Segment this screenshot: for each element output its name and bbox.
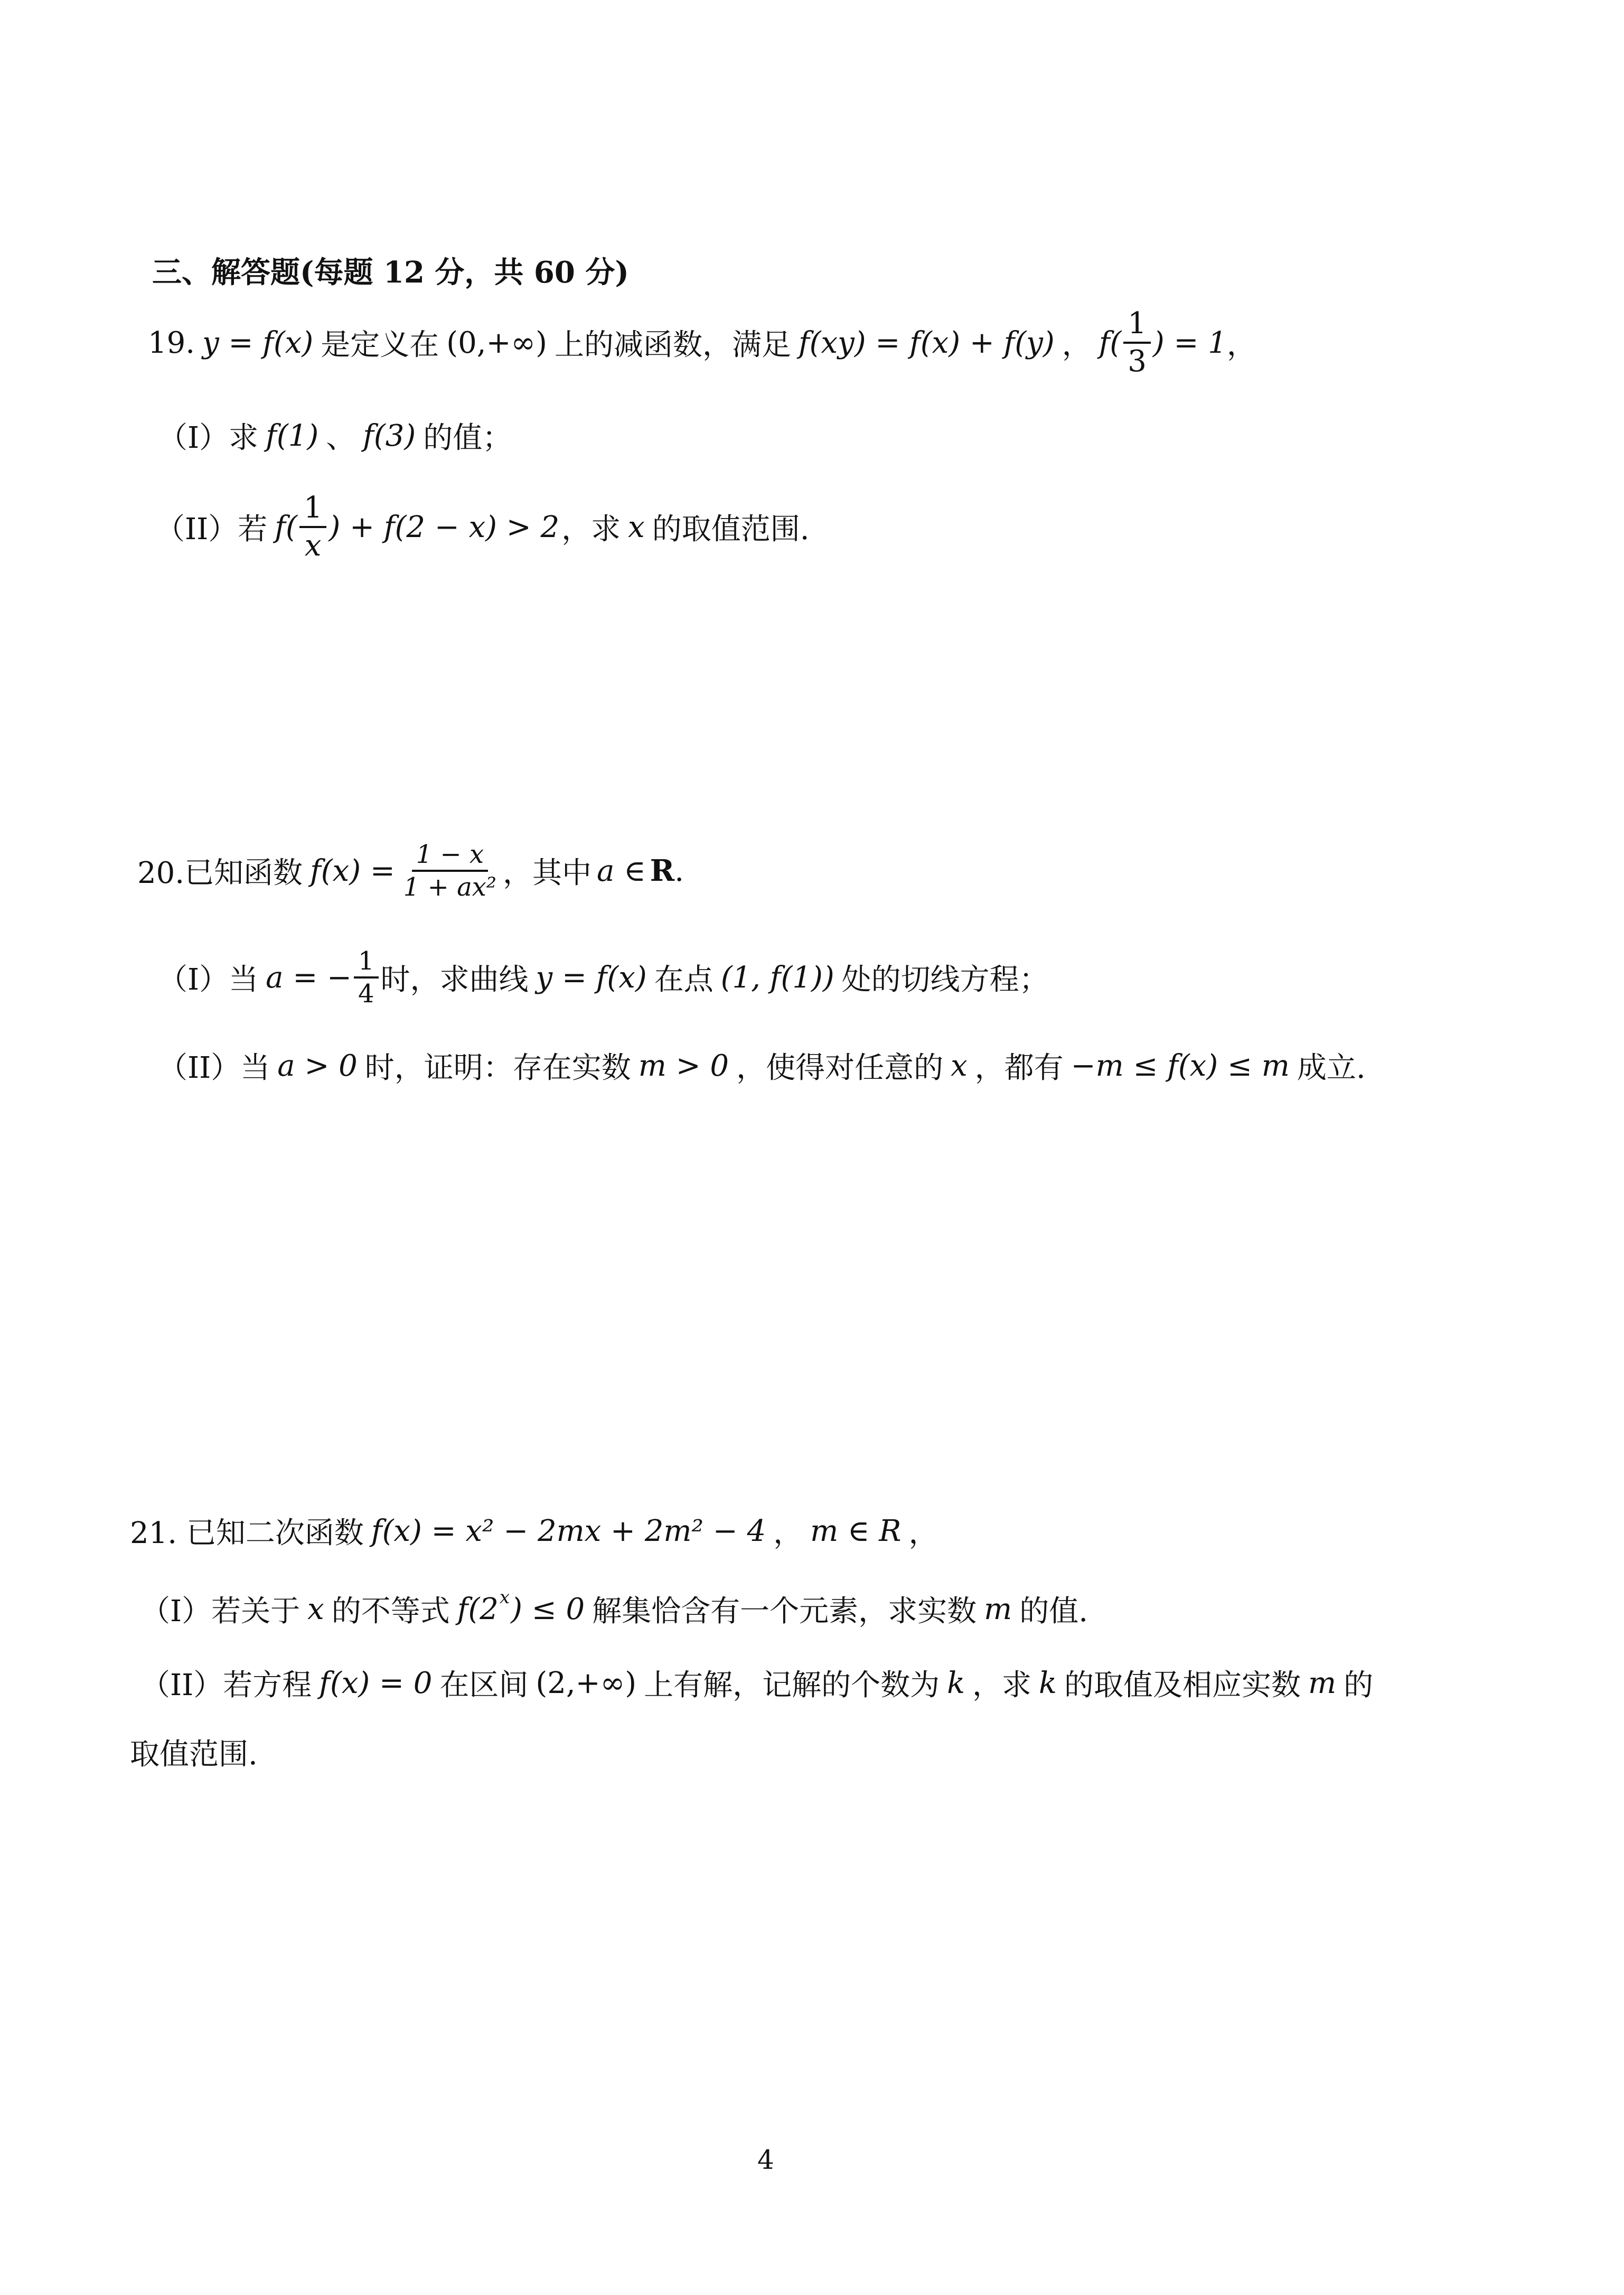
q21-part1-var: x [307, 1592, 324, 1626]
q21-part2-interval: (2,+∞) [536, 1666, 637, 1700]
q21-part2-text: 在区间 [439, 1668, 529, 1703]
fraction-denominator: 4 [358, 979, 374, 1009]
q20-part2-text: ，使得对任意的 [736, 1051, 944, 1085]
q19-part1-punct: 、 [326, 421, 356, 455]
q19-part2-math-f-open: f( [275, 510, 297, 544]
q19-part2-text: 的取值范围. [652, 512, 810, 547]
q21-part1-text: 的不等式 [331, 1594, 450, 1629]
q20-part2-inequality: −m ≤ f(x) ≤ m [1071, 1048, 1290, 1083]
q21-punct: ， [773, 1516, 803, 1550]
q21-part2-text: 上有解，记解的个数为 [644, 1668, 940, 1703]
page-number: 4 [757, 2144, 774, 2175]
q21-part2-math: f(x) = 0 [319, 1666, 433, 1700]
q21-math-set: m ∈ R [810, 1513, 902, 1548]
q20-part2-math: a > 0 [277, 1048, 358, 1083]
q19-text: 上的减函数，满足 [554, 328, 791, 362]
section-heading: 三、解答题(每题 12 分，共 60 分) [152, 255, 629, 290]
q21-part2-var: k [947, 1666, 965, 1700]
q20-part2-text: 时，证明：存在实数 [364, 1051, 631, 1085]
q19-math-f-open: f( [1099, 325, 1122, 360]
q21-part1-exponent: x [499, 1587, 510, 1608]
q20-part1-text: 时，求曲线 [380, 963, 529, 997]
fraction-numerator: 1 [354, 946, 379, 979]
q21-math-function: f(x) = x² − 2mx + 2m² − 4 [371, 1513, 766, 1548]
fraction-numerator: 1 [299, 490, 327, 528]
fraction-numerator: 1 − x [412, 839, 488, 872]
q21-part2-label: （II）若方程 [140, 1668, 312, 1703]
q21-part2-text: 的取值及相应实数 [1064, 1668, 1301, 1703]
q20-fraction [399, 839, 501, 902]
q20-punct: . [674, 853, 684, 888]
q19-part1 [158, 415, 512, 457]
q19-part2-var: x [628, 510, 645, 544]
q21-part1-var: m [984, 1592, 1012, 1626]
q19-part1-label: （I）求 [158, 421, 259, 455]
q19-punct: ， [1062, 328, 1092, 362]
q20-part2-text: ，都有 [974, 1051, 1064, 1085]
q20-part1-text: 在点 [654, 963, 714, 997]
q21-part1 [140, 1588, 1088, 1630]
q21-number-text: 21. 已知二次函数 [130, 1516, 364, 1550]
q20-part2-math: m > 0 [638, 1048, 729, 1083]
q21-part1-text: 解集恰含有一个元素，求实数 [592, 1594, 977, 1629]
q21-part1-math: f(2 [457, 1592, 499, 1626]
q19-part2 [155, 491, 810, 563]
q20-part1-text: 处的切线方程； [841, 963, 1049, 997]
q21-part1-label: （I）若关于 [140, 1594, 301, 1629]
q20-part1 [158, 946, 1049, 1009]
q19-part2-math: ) + f(2 − x) > 2 [328, 510, 560, 544]
q21-part2-var: m [1308, 1666, 1337, 1700]
fraction-numerator: 1 [1123, 306, 1151, 344]
q20-part2-text: 成立. [1297, 1051, 1366, 1085]
q21-punct: ， [908, 1516, 938, 1550]
q20-text: ，其中 [503, 856, 592, 890]
q21-part2-text: ，求 [972, 1668, 1032, 1703]
q19-part1-math: f(1) [266, 418, 319, 453]
q20-stem [137, 840, 684, 902]
q20-part1-math: a = − [266, 960, 352, 995]
q20-part2 [158, 1045, 1366, 1087]
q20-part1-label: （I）当 [158, 963, 259, 997]
q19-math-equation: f(xy) = f(x) + f(y) [798, 325, 1055, 360]
q21-stem [130, 1510, 938, 1552]
q19-math-function: y = f(x) [202, 325, 314, 360]
q19-part1-text: 的值； [423, 421, 512, 455]
q19-stem [148, 306, 1256, 379]
q21-part1-math: ) ≤ 0 [511, 1592, 585, 1626]
q20-math-set: a ∈ [597, 853, 646, 888]
q20-part2-label: （II）当 [158, 1051, 270, 1085]
fraction-denominator: x [304, 529, 322, 563]
q20-part2-var: x [951, 1048, 968, 1083]
q21-part2-text: 的 [1344, 1668, 1374, 1703]
q20-part1-math: y = f(x) [536, 960, 647, 995]
q20-part1-point: (1, f(1)) [720, 960, 834, 995]
q19-part1-math: f(3) [363, 418, 416, 453]
q21-part1-text: 的值. [1019, 1594, 1088, 1629]
q19-math-interval: (0,+∞) [446, 325, 547, 360]
q19-part2-fraction [299, 490, 327, 564]
q19-number: 19. [148, 325, 195, 360]
q20-number-text: 20.已知函数 [137, 856, 303, 890]
q19-fraction [1123, 306, 1151, 380]
q21-part2 [140, 1662, 1373, 1704]
q20-math-function: f(x) = [310, 853, 395, 888]
q19-punct: ， [1226, 328, 1256, 362]
q20-part1-fraction [354, 946, 379, 1009]
fraction-denominator: 3 [1128, 344, 1147, 379]
q19-part2-text: ，求 [561, 512, 621, 547]
q19-text: 是定义在 [321, 328, 439, 362]
q21-part2-var: k [1039, 1666, 1057, 1700]
q19-part2-label: （II）若 [155, 512, 268, 547]
q19-math-f-close: ) = 1 [1152, 325, 1227, 360]
q20-real-set: R [650, 853, 675, 888]
fraction-denominator: 1 + ax² [403, 872, 496, 902]
q21-part2-continuation: 取值范围. [130, 1737, 258, 1772]
